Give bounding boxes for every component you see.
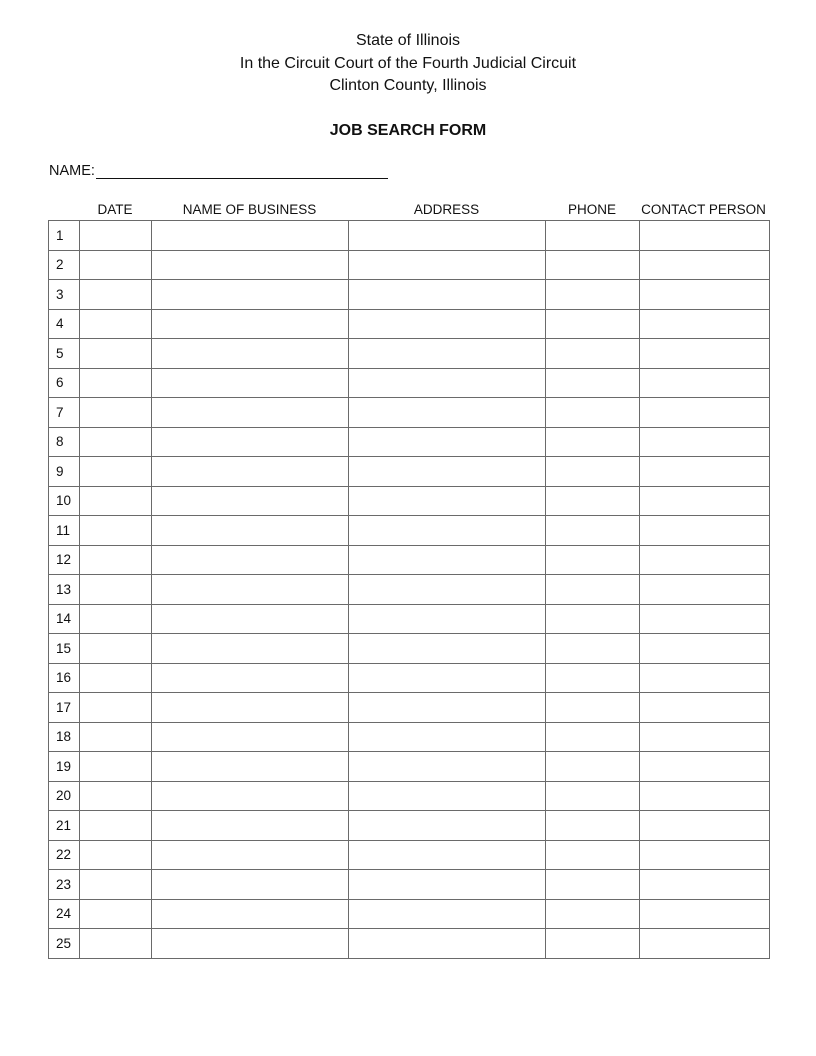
business-cell[interactable] [152,280,349,310]
phone-cell[interactable] [546,398,640,428]
contact-cell[interactable] [640,398,770,428]
table-row [49,427,770,457]
phone-cell[interactable] [546,693,640,723]
table-row [49,280,770,310]
address-cell[interactable] [349,221,546,251]
table-row [49,398,770,428]
date-cell[interactable] [80,486,152,516]
phone-cell[interactable] [546,781,640,811]
address-cell[interactable] [349,693,546,723]
row-number: 18 [49,722,80,752]
address-cell[interactable] [349,427,546,457]
business-cell[interactable] [152,250,349,280]
business-cell[interactable] [152,221,349,251]
business-cell[interactable] [152,339,349,369]
business-cell[interactable] [152,398,349,428]
row-number: 19 [49,752,80,782]
table-row [49,221,770,251]
row-number: 24 [49,899,80,929]
date-cell[interactable] [80,280,152,310]
table-row [49,516,770,546]
phone-cell[interactable] [546,899,640,929]
table-row [49,693,770,723]
address-cell[interactable] [349,840,546,870]
contact-cell[interactable] [640,280,770,310]
table-row [49,604,770,634]
name-field-row [49,162,388,179]
address-cell[interactable] [349,250,546,280]
table-row [49,899,770,929]
table-row [49,663,770,693]
contact-cell[interactable] [640,368,770,398]
contact-cell[interactable] [640,516,770,546]
business-cell[interactable] [152,309,349,339]
address-cell[interactable] [349,870,546,900]
date-cell[interactable] [80,663,152,693]
address-cell[interactable] [349,280,546,310]
business-cell[interactable] [152,486,349,516]
contact-cell[interactable] [640,427,770,457]
table-row [49,309,770,339]
address-cell[interactable] [349,752,546,782]
business-cell[interactable] [152,575,349,605]
address-cell[interactable] [349,811,546,841]
address-cell[interactable] [349,309,546,339]
row-number: 17 [49,693,80,723]
row-number: 6 [49,368,80,398]
contact-cell[interactable] [640,781,770,811]
contact-cell[interactable] [640,722,770,752]
business-cell[interactable] [152,427,349,457]
contact-cell[interactable] [640,634,770,664]
phone-cell[interactable] [546,604,640,634]
contact-cell[interactable] [640,929,770,959]
phone-cell[interactable] [546,280,640,310]
phone-cell[interactable] [546,663,640,693]
date-cell[interactable] [80,516,152,546]
table-row [49,870,770,900]
date-cell[interactable] [80,693,152,723]
contact-cell[interactable] [640,486,770,516]
table-row [49,486,770,516]
phone-cell[interactable] [546,221,640,251]
table-row [49,811,770,841]
table-row [49,545,770,575]
business-cell[interactable] [152,457,349,487]
row-number: 9 [49,457,80,487]
row-number: 10 [49,486,80,516]
address-cell[interactable] [349,604,546,634]
date-cell[interactable] [80,427,152,457]
table-row [49,634,770,664]
row-number: 3 [49,280,80,310]
contact-cell[interactable] [640,604,770,634]
address-cell[interactable] [349,575,546,605]
contact-cell[interactable] [640,870,770,900]
phone-cell[interactable] [546,840,640,870]
phone-cell[interactable] [546,427,640,457]
business-cell[interactable] [152,368,349,398]
address-cell[interactable] [349,486,546,516]
contact-cell[interactable] [640,250,770,280]
row-number: 8 [49,427,80,457]
address-cell[interactable] [349,929,546,959]
date-cell[interactable] [80,840,152,870]
row-number: 23 [49,870,80,900]
row-number: 12 [49,545,80,575]
row-number: 22 [49,840,80,870]
contact-cell[interactable] [640,457,770,487]
address-cell[interactable] [349,781,546,811]
date-cell[interactable] [80,221,152,251]
row-number: 4 [49,309,80,339]
business-cell[interactable] [152,634,349,664]
phone-cell[interactable] [546,722,640,752]
header-state: State of Illinois [355,32,461,49]
date-cell[interactable] [80,457,152,487]
table-row [49,752,770,782]
address-cell[interactable] [349,899,546,929]
row-number: 2 [49,250,80,280]
contact-cell[interactable] [640,899,770,929]
phone-cell[interactable] [546,457,640,487]
business-cell[interactable] [152,604,349,634]
business-cell[interactable] [152,899,349,929]
contact-cell[interactable] [640,339,770,369]
address-cell[interactable] [349,634,546,664]
phone-cell[interactable] [546,368,640,398]
table-row [49,929,770,959]
date-cell[interactable] [80,398,152,428]
contact-cell[interactable] [640,221,770,251]
contact-cell[interactable] [640,309,770,339]
date-cell[interactable] [80,339,152,369]
date-cell[interactable] [80,722,152,752]
address-cell[interactable] [349,722,546,752]
phone-cell[interactable] [546,339,640,369]
header-county: Clinton County, Illinois [329,77,487,94]
date-cell[interactable] [80,811,152,841]
date-cell[interactable] [80,575,152,605]
address-cell[interactable] [349,545,546,575]
phone-cell[interactable] [546,870,640,900]
contact-cell[interactable] [640,575,770,605]
column-header-address: ADDRESS [413,202,480,217]
row-number: 13 [49,575,80,605]
form-title: JOB SEARCH FORM [329,122,487,139]
phone-cell[interactable] [546,486,640,516]
row-number: 14 [49,604,80,634]
phone-cell[interactable] [546,309,640,339]
column-header-contact: CONTACT PERSON [641,202,766,217]
address-cell[interactable] [349,339,546,369]
table-row [49,840,770,870]
business-cell[interactable] [152,663,349,693]
phone-cell[interactable] [546,250,640,280]
column-header-business: NAME OF BUSINESS [182,202,317,217]
table-row [49,781,770,811]
row-number: 11 [49,516,80,546]
business-cell[interactable] [152,722,349,752]
phone-cell[interactable] [546,811,640,841]
date-cell[interactable] [80,899,152,929]
business-cell[interactable] [152,781,349,811]
row-number: 5 [49,339,80,369]
date-cell[interactable] [80,752,152,782]
contact-cell[interactable] [640,663,770,693]
name-label: NAME: [49,163,95,179]
phone-cell[interactable] [546,545,640,575]
business-cell[interactable] [152,752,349,782]
table-row [49,368,770,398]
column-header-date: DATE [97,202,133,217]
row-number: 7 [49,398,80,428]
business-cell[interactable] [152,870,349,900]
address-cell[interactable] [349,663,546,693]
contact-cell[interactable] [640,811,770,841]
phone-cell[interactable] [546,634,640,664]
phone-cell[interactable] [546,752,640,782]
date-cell[interactable] [80,309,152,339]
row-number: 20 [49,781,80,811]
date-cell[interactable] [80,634,152,664]
business-cell[interactable] [152,811,349,841]
address-cell[interactable] [349,516,546,546]
date-cell[interactable] [80,781,152,811]
table-row [49,457,770,487]
business-cell[interactable] [152,545,349,575]
phone-cell[interactable] [546,516,640,546]
column-headers [0,202,816,220]
business-cell[interactable] [152,693,349,723]
address-cell[interactable] [349,368,546,398]
contact-cell[interactable] [640,693,770,723]
table-row [49,250,770,280]
row-number: 21 [49,811,80,841]
date-cell[interactable] [80,368,152,398]
name-field[interactable] [96,162,388,179]
job-search-table [48,220,770,959]
table-row [49,722,770,752]
business-cell[interactable] [152,840,349,870]
row-number: 1 [49,221,80,251]
business-cell[interactable] [152,929,349,959]
date-cell[interactable] [80,929,152,959]
contact-cell[interactable] [640,545,770,575]
address-cell[interactable] [349,457,546,487]
date-cell[interactable] [80,870,152,900]
date-cell[interactable] [80,250,152,280]
table-row [49,575,770,605]
row-number: 16 [49,663,80,693]
contact-cell[interactable] [640,752,770,782]
phone-cell[interactable] [546,929,640,959]
column-header-phone: PHONE [567,202,616,217]
row-number: 25 [49,929,80,959]
date-cell[interactable] [80,604,152,634]
phone-cell[interactable] [546,575,640,605]
header-court: In the Circuit Court of the Fourth Judicial Circuit [239,54,577,72]
business-cell[interactable] [152,516,349,546]
row-number: 15 [49,634,80,664]
table-row [49,339,770,369]
contact-cell[interactable] [640,840,770,870]
date-cell[interactable] [80,545,152,575]
address-cell[interactable] [349,398,546,428]
court-header [0,30,816,98]
